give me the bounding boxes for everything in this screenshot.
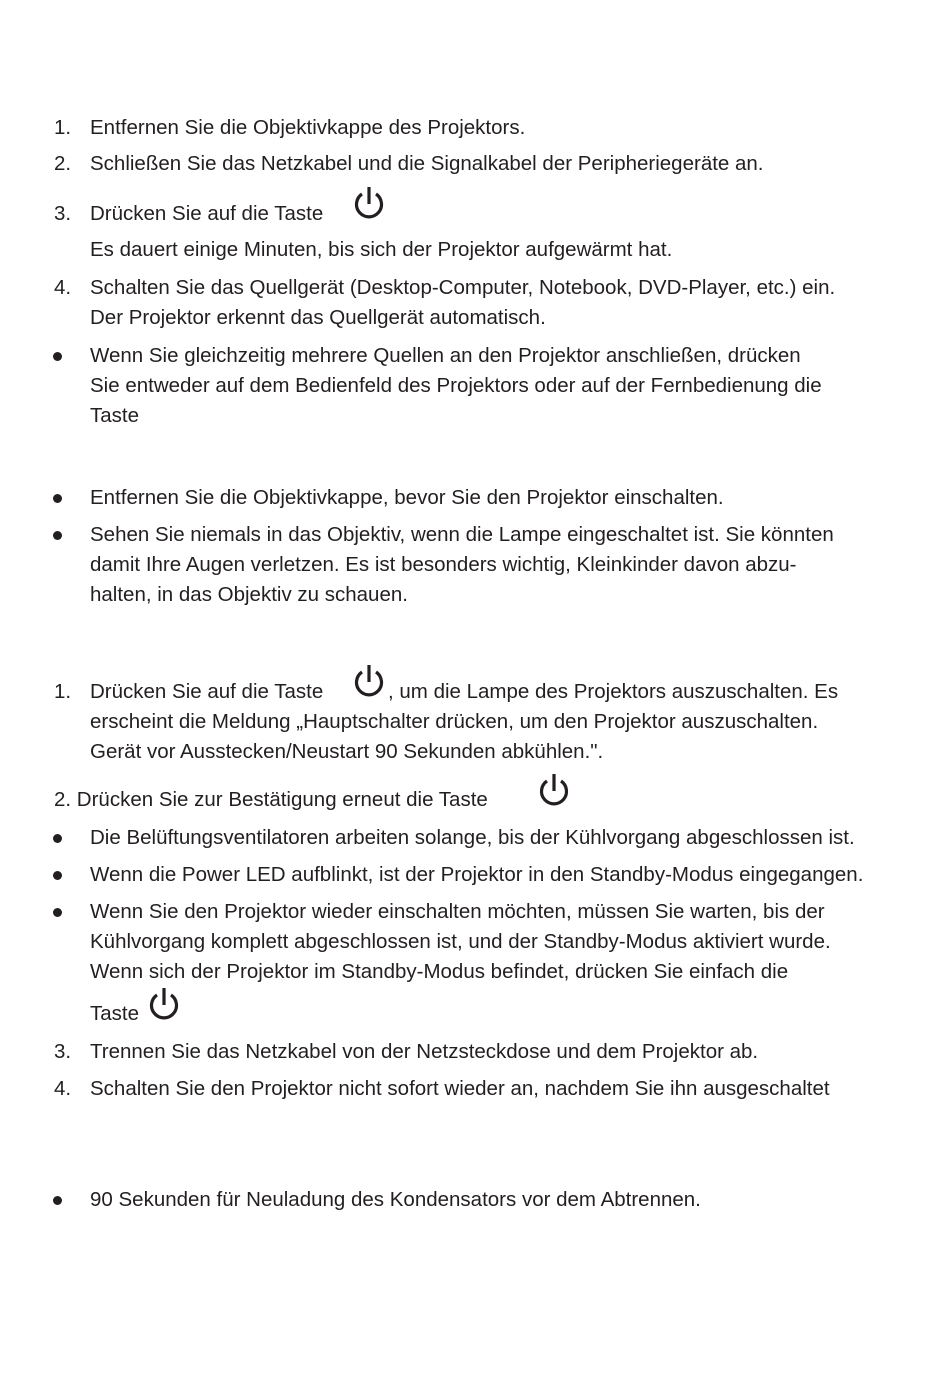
step-number: 4. [54,1077,72,1100]
power-icon [537,772,571,808]
bullet-text-line: halten, in das Objektiv zu schauen. [90,583,408,606]
step-text: Schalten Sie das Quellgerät (Desktop-Computer, Notebook, DVD-Player, etc.) ein. [90,276,836,299]
power-icon [352,185,386,221]
bullet [53,346,67,361]
bullet [53,865,67,880]
bullet [53,902,67,917]
bullet-text: Wenn Sie gleichzeitig mehrere Quellen an den Projektor anschließen, drücken [90,344,801,367]
step-text-line: erscheint die Meldung „Hauptschalter drücken, um den Projektor auszuschalten. [90,710,819,733]
bullet-text-line: Taste [90,1002,139,1025]
step-number: 2. [54,152,72,175]
step-text: Drücken Sie auf die Taste [90,202,324,225]
bullet-text-line: damit Ihre Augen verletzen. Es ist besonders wichtig, Kleinkinder davon abzu- [90,553,797,576]
bullet-text: Wenn Sie den Projektor wieder einschalten möchten, müssen Sie warten, bis der [90,900,825,923]
step-text: Entfernen Sie die Objektivkappe des Projektors. [90,116,526,139]
step-text-line: Gerät vor Ausstecken/Neustart 90 Sekunden abkühlen.". [90,740,604,763]
bullet-text: Entfernen Sie die Objektivkappe, bevor Sie den Projektor einschalten. [90,486,724,509]
bullet-text: Die Belüftungsventilatoren arbeiten solange, bis der Kühlvorgang abgeschlossen ist. [90,826,855,849]
bullet [53,1190,67,1205]
step-number: 1. [54,680,72,703]
power-icon [352,663,386,699]
step-text: 2. Drücken Sie zur Bestätigung erneut die Taste [54,788,488,811]
step-text: Schalten Sie den Projektor nicht sofort wieder an, nachdem Sie ihn ausgeschaltet [90,1077,830,1100]
step-text-continued: , um die Lampe des Projektors auszuschalten. Es [388,680,839,703]
bullet-text-line: Taste [90,404,139,427]
power-icon [147,986,181,1022]
bullet-text: Wenn die Power LED aufblinkt, ist der Projektor in den Standby-Modus eingegangen. [90,863,864,886]
step-text-line: Der Projektor erkennt das Quellgerät automatisch. [90,306,546,329]
bullet-text-line: Wenn sich der Projektor im Standby-Modus befindet, drücken Sie einfach die [90,960,789,983]
bullet [53,488,67,503]
bullet-text-line: Kühlvorgang komplett abgeschlossen ist, und der Standby-Modus aktiviert wurde. [90,930,831,953]
bullet-text: Sehen Sie niemals in das Objektiv, wenn die Lampe eingeschaltet ist. Sie könnten [90,523,834,546]
step-number: 3. [54,1040,72,1063]
step-text: Schließen Sie das Netzkabel und die Signalkabel der Peripheriegeräte an. [90,152,764,175]
step-number: 4. [54,276,72,299]
step-text: Drücken Sie auf die Taste [90,680,324,703]
bullet-text: 90 Sekunden für Neuladung des Kondensators vor dem Abtrennen. [90,1188,701,1211]
bullet [53,525,67,540]
step-number: 1. [54,116,72,139]
step-subtext: Es dauert einige Minuten, bis sich der Projektor aufgewärmt hat. [90,238,673,261]
step-number: 3. [54,202,72,225]
step-text: Trennen Sie das Netzkabel von der Netzsteckdose und dem Projektor ab. [90,1040,759,1063]
bullet [53,828,67,843]
bullet-text-line: Sie entweder auf dem Bedienfeld des Projektors oder auf der Fernbedienung die [90,374,822,397]
